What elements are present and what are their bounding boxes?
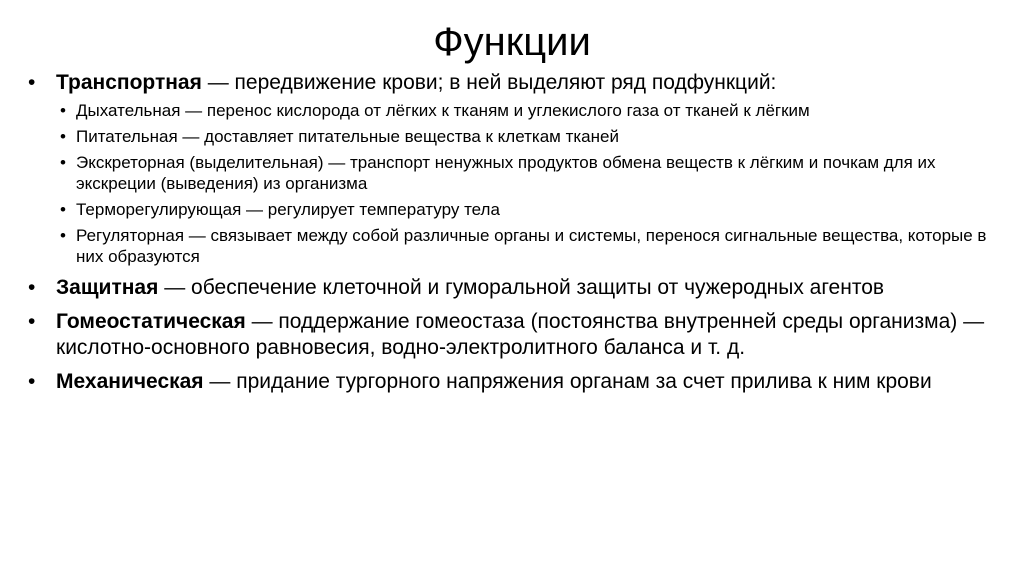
bullet-icon: • xyxy=(60,226,66,245)
subitem-text: Регуляторная — связывает между собой различные органы и системы, перенося сигнальные вещества, которые в них образуются xyxy=(76,226,987,266)
sublist-item-regulatory xyxy=(56,225,996,267)
bullet-icon: • xyxy=(60,200,66,219)
sublist-item-excretory xyxy=(56,152,996,194)
functions-list xyxy=(26,70,996,403)
item-text: — обеспечение клеточной и гуморальной защиты от чужеродных агентов xyxy=(158,276,885,299)
bullet-icon: • xyxy=(60,101,66,120)
item-term: Транспортная xyxy=(56,71,202,94)
bullet-icon: • xyxy=(60,127,66,146)
subitem-text: Терморегулирующая — регулирует температуру тела xyxy=(76,200,500,219)
item-term: Защитная xyxy=(56,276,159,299)
item-text: — поддержание гомеостаза (постоянства внутренней среды организма) — кислотно-основного равновесия, водно-электролитного баланса и т. д. xyxy=(56,310,985,359)
sublist-item-thermoregulatory xyxy=(56,199,996,220)
item-term: Гомеостатическая xyxy=(56,310,246,333)
bullet-icon: • xyxy=(28,310,36,333)
list-item-transport xyxy=(26,70,996,267)
subitem-text: Экскреторная (выделительная) — транспорт ненужных продуктов обмена веществ к лёгким и почкам для их экскреции (выведения) из организма xyxy=(76,153,936,193)
bullet-icon: • xyxy=(28,71,36,94)
bullet-icon: • xyxy=(28,370,36,393)
subitem-text: Питательная — доставляет питательные вещества к клеткам тканей xyxy=(76,127,619,146)
list-item-protective xyxy=(26,275,996,301)
subitem-text: Дыхательная — перенос кислорода от лёгких к тканям и углекислого газа от тканей к лёгким xyxy=(76,101,810,120)
list-item-homeostatic xyxy=(26,309,996,361)
list-item-mechanical xyxy=(26,369,996,395)
item-term: Механическая xyxy=(56,370,204,393)
slide-title: Функции xyxy=(433,20,591,64)
sublist-item-respiratory xyxy=(56,100,996,121)
bullet-icon: • xyxy=(28,276,36,299)
item-text: — придание тургорного напряжения органам за счет прилива к ним крови xyxy=(203,370,932,393)
transport-subfunctions-list xyxy=(56,100,996,267)
sublist-item-nutritive xyxy=(56,126,996,147)
item-text: — передвижение крови; в ней выделяют ряд подфункций: xyxy=(201,71,777,94)
bullet-icon: • xyxy=(60,153,66,172)
